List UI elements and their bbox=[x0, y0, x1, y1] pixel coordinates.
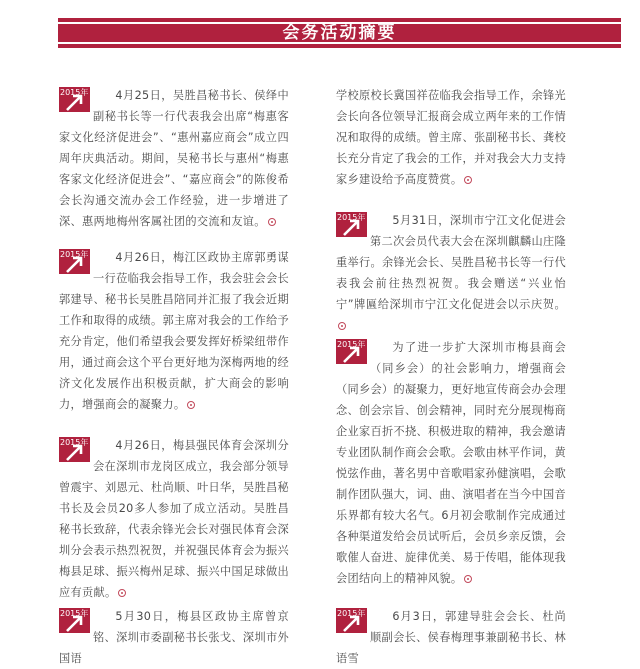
year-badge: 2015年 bbox=[59, 437, 90, 462]
entry-apr26-a: 2015年 4月26日，梅江区政协主席郭勇谋一行莅临我会指导工作，我会驻会会长郭建导、秘书长吴胜昌陪同并汇报了我会近期工作和取得的成绩。郭主席对我会的工作给予充分肯定，他们希望我会要发挥好桥梁纽带作用，通过商会这个平台更好地为深梅两地的经济文化发展作出积极贡献，扩大商会的影响力，增强商会的凝聚力。 bbox=[59, 250, 289, 411]
seal-icon bbox=[187, 401, 195, 409]
seal-icon bbox=[118, 589, 126, 597]
seal-icon bbox=[338, 322, 346, 330]
entry-apr26-b: 2015年 4月26日，梅县强民体育会深圳分会在深圳市龙岗区成立，我会部分领导曾震宇、刘恩元、杜尚顺、叶日华，吴胜昌秘书长及会员20多人参加了成立活动。吴胜昌秘书长致辞，代表余锋光会长对强民体育会深圳分会表示热烈祝贺，并祝强民体育会为振兴梅县足球、振兴梅州足球、振兴中国足球做出应有贡献。 bbox=[59, 438, 289, 599]
year-badge: 2015年 bbox=[336, 212, 367, 237]
arrow-icon bbox=[342, 345, 361, 364]
entry-jun3: 2015年 6月3日，郭建导驻会会长、杜尚顺副会长、侯春梅理事兼副秘书长、林语雪 bbox=[336, 609, 566, 665]
entry-apr25: 2015年 4月25日，吴胜昌秘书长、侯绎中副秘书长等一行代表我会出席“梅惠客家文化经济促进会”、“惠州嘉应商会”成立四周年庆典活动。期间，吴秘书长与惠州“梅惠客家文化经济促进会”、“嘉应商会”的陈俊希会长沟通交流办会工作经验，进一步增进了深、惠两地梅州客属社团的交流和友谊。 bbox=[59, 88, 289, 228]
seal-icon bbox=[268, 218, 276, 226]
year-badge: 2015年 bbox=[59, 249, 90, 274]
arrow-icon bbox=[65, 93, 84, 112]
entry-may31: 2015年 5月31日，深圳市宁江文化促进会第二次会员代表大会在深圳麒麟山庄隆重举行。余锋光会长、吴胜昌秘书长等一行代表我会前往热烈祝贺。我会赠送“兴业怡宁”牌匾给深圳市宁江文化促进会以示庆贺。 bbox=[336, 210, 566, 336]
arrow-icon bbox=[65, 443, 84, 462]
year-badge: 2015年 bbox=[59, 87, 90, 112]
entry-may30-cont: 学校原校长冀国祥莅临我会指导工作，余锋光会长向各位领导汇报商会成立两年来的工作情况和取得的成绩。曾主席、张副秘书长、龚校长充分肯定了我会的工作，并对我会大力支持家乡建设给予高度赞赏。 bbox=[336, 89, 566, 186]
entry-may30: 2015年 5月30日，梅县区政协主席曾京铭、深圳市委副秘书长张戈、深圳市外国语 bbox=[59, 609, 289, 665]
section-title: 会务活动摘要 bbox=[282, 23, 397, 43]
arrow-icon bbox=[342, 218, 361, 237]
year-badge: 2015年 bbox=[59, 608, 90, 633]
seal-icon bbox=[464, 176, 472, 184]
arrow-icon bbox=[65, 614, 84, 633]
section-banner bbox=[58, 18, 621, 48]
arrow-icon bbox=[65, 255, 84, 274]
arrow-icon bbox=[342, 614, 361, 633]
entry-song: 2015年 为了进一步扩大深圳市梅县商会（同乡会）的社会影响力，增强商会（同乡会）的凝聚力，更好地宣传商会办会理念、创会宗旨、创会精神，同时充分展现梅商企业家百折不挠、积极进取的精神，我会邀请专业团队制作商会会歌。会歌由林平作词，黄悦弦作曲，著名男中音歌唱家孙健演唱，会歌制作团队强大，词、曲、演唱者在当今中国音乐界都有较大名气。6月初会歌制作完成通过各种渠道发给会员试听后，会员乡亲反馈，会歌催人奋进、旋律优美、易于传唱，能体现我会团结向上的精神风貌。 bbox=[336, 340, 566, 585]
year-badge: 2015年 bbox=[336, 608, 367, 633]
year-badge: 2015年 bbox=[336, 339, 367, 364]
seal-icon bbox=[464, 575, 472, 583]
